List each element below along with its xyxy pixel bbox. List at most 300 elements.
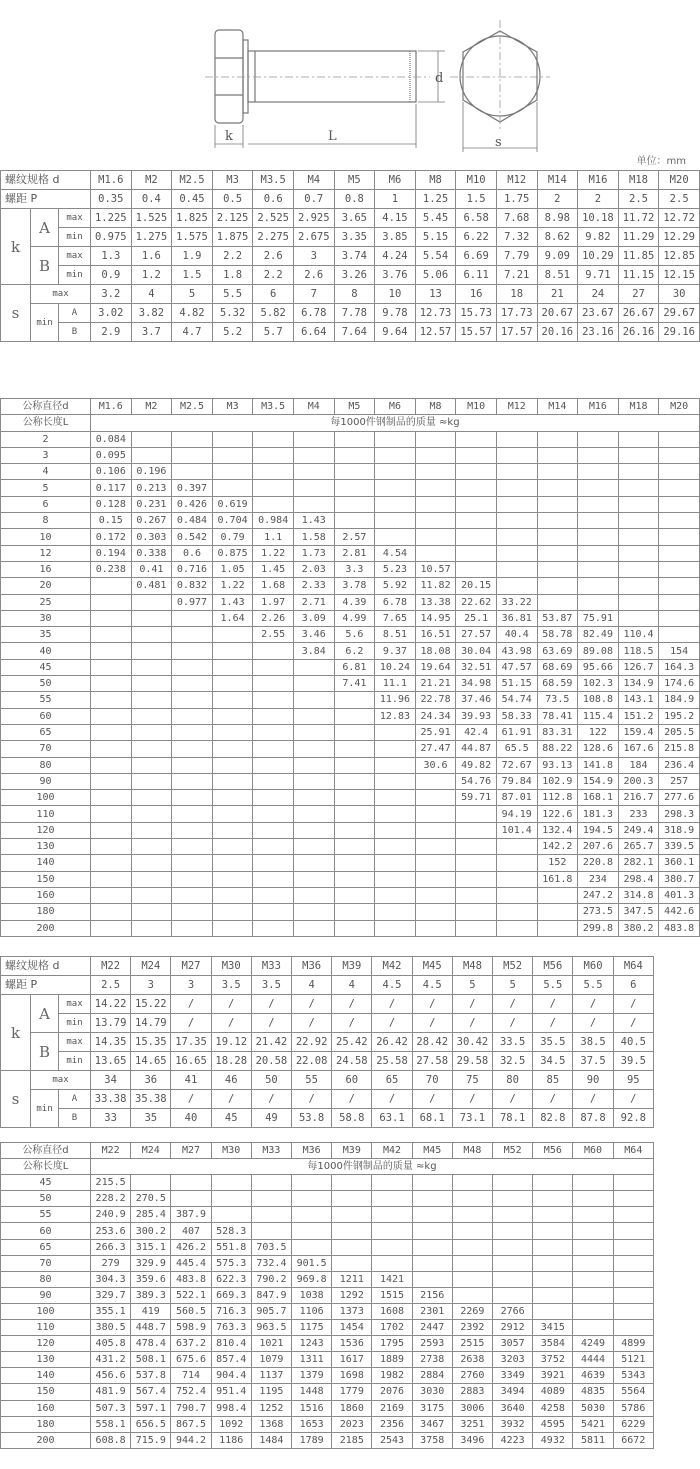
table-row bbox=[1, 643, 700, 659]
mass-cell bbox=[293, 920, 334, 936]
mass-cell: 2.33 bbox=[293, 578, 334, 594]
table-row bbox=[1, 545, 700, 561]
mass-cell bbox=[131, 594, 172, 610]
mass-cell: 1.68 bbox=[253, 578, 294, 594]
mass-cell bbox=[212, 855, 253, 871]
mass-cell: 4444 bbox=[573, 1352, 613, 1368]
mass-cell bbox=[456, 480, 497, 496]
mass-cell: 431.2 bbox=[91, 1352, 131, 1368]
mass-cell bbox=[172, 757, 213, 773]
table-cell: 40 bbox=[171, 1109, 211, 1128]
mass-cell bbox=[372, 1239, 412, 1255]
mass-cell bbox=[618, 513, 659, 529]
length-cell: 60 bbox=[1, 708, 91, 724]
nominal-diameter-label: 公称直径d bbox=[1, 1143, 91, 1159]
mass-cell: 1.64 bbox=[212, 610, 253, 626]
table-cell: 1.825 bbox=[172, 209, 213, 228]
mass-cell bbox=[172, 708, 213, 724]
mass-cell bbox=[537, 529, 578, 545]
table-cell: 1.575 bbox=[172, 228, 213, 247]
mass-cell: 0.117 bbox=[91, 480, 132, 496]
mass-cell: 3.78 bbox=[334, 578, 375, 594]
table-cell: / bbox=[251, 1090, 291, 1109]
table-cell: 19.12 bbox=[211, 1033, 251, 1052]
table-cell: 7.32 bbox=[496, 228, 537, 247]
length-cell: 70 bbox=[1, 741, 91, 757]
mass-cell bbox=[91, 904, 132, 920]
mass-cell bbox=[334, 496, 375, 512]
table-cell: M64 bbox=[613, 957, 653, 976]
table-row bbox=[1, 692, 700, 708]
mass-cell bbox=[172, 904, 213, 920]
table-cell: M2.5 bbox=[172, 171, 213, 190]
mass-cell: 380.5 bbox=[91, 1320, 131, 1336]
length-cell: 130 bbox=[1, 1352, 91, 1368]
mass-cell bbox=[172, 676, 213, 692]
max-label: max bbox=[59, 995, 91, 1014]
mass-cell bbox=[415, 920, 456, 936]
mass-cell: 58.33 bbox=[496, 708, 537, 724]
grade-b-label: B bbox=[59, 1109, 91, 1128]
table-cell: 11.29 bbox=[618, 228, 659, 247]
table-cell: 5.5 bbox=[212, 285, 253, 304]
table-cell: 3.74 bbox=[334, 247, 375, 266]
table-cell: 3.7 bbox=[131, 323, 172, 342]
length-cell: 65 bbox=[1, 1239, 91, 1255]
mass-cell: 3057 bbox=[493, 1336, 533, 1352]
mass-cell: 1795 bbox=[372, 1336, 412, 1352]
mass-cell: 2766 bbox=[493, 1303, 533, 1319]
mass-cell: 1.43 bbox=[293, 513, 334, 529]
table-cell: M39 bbox=[332, 1143, 372, 1159]
table-cell: / bbox=[412, 995, 452, 1014]
mass-cell bbox=[212, 839, 253, 855]
table-cell: M52 bbox=[493, 1143, 533, 1159]
mass-cell bbox=[578, 447, 619, 463]
mass-cell bbox=[91, 773, 132, 789]
table-row bbox=[1, 1384, 654, 1400]
mass-cell bbox=[496, 431, 537, 447]
mass-cell bbox=[496, 529, 537, 545]
mass-cell: 216.7 bbox=[618, 790, 659, 806]
mass-cell: 3030 bbox=[412, 1384, 452, 1400]
mass-cell: 360.1 bbox=[659, 855, 700, 871]
mass-cell: 22.62 bbox=[456, 594, 497, 610]
table-cell: 70 bbox=[412, 1071, 452, 1090]
mass-cell: 11.1 bbox=[375, 676, 416, 692]
mass-cell bbox=[211, 1191, 251, 1207]
mass-cell bbox=[293, 822, 334, 838]
length-cell: 140 bbox=[1, 855, 91, 871]
table-cell: 7.21 bbox=[496, 266, 537, 285]
table-cell: 15.57 bbox=[456, 323, 497, 342]
mass-cell: 30.04 bbox=[456, 643, 497, 659]
mass-cell bbox=[533, 1255, 573, 1271]
mass-cell bbox=[375, 431, 416, 447]
mass-cell: 339.5 bbox=[659, 839, 700, 855]
mass-cell bbox=[613, 1207, 653, 1223]
table-cell: 28.42 bbox=[412, 1033, 452, 1052]
mass-cell: 4899 bbox=[613, 1336, 653, 1352]
table-cell: 22.08 bbox=[292, 1052, 332, 1071]
mass-cell bbox=[578, 513, 619, 529]
min-label: min bbox=[59, 1014, 91, 1033]
mass-cell: 1186 bbox=[211, 1432, 251, 1448]
mass-cell: 1.73 bbox=[293, 545, 334, 561]
mass-cell: 355.1 bbox=[91, 1303, 131, 1319]
table-cell: 0.45 bbox=[172, 190, 213, 209]
mass-cell bbox=[613, 1320, 653, 1336]
mass-cell bbox=[412, 1207, 452, 1223]
mass-cell: 102.3 bbox=[578, 676, 619, 692]
mass-cell: 3.3 bbox=[334, 561, 375, 577]
table-cell: 24 bbox=[578, 285, 619, 304]
table-cell: 20.67 bbox=[537, 304, 578, 323]
table-cell: 73.1 bbox=[452, 1109, 492, 1128]
table-cell: 6 bbox=[613, 976, 653, 995]
mass-cell: 456.6 bbox=[91, 1368, 131, 1384]
mass-cell: 4595 bbox=[533, 1416, 573, 1432]
mass-cell bbox=[212, 627, 253, 643]
mass-cell bbox=[293, 464, 334, 480]
mass-cell: 240.9 bbox=[91, 1207, 131, 1223]
mass-cell bbox=[496, 496, 537, 512]
mass-cell: 1368 bbox=[251, 1416, 291, 1432]
mass-cell: 3006 bbox=[452, 1400, 492, 1416]
grade-b-label: B bbox=[31, 1033, 59, 1071]
length-cell: 3 bbox=[1, 447, 91, 463]
table-cell: 9.78 bbox=[375, 304, 416, 323]
mass-cell: 49.82 bbox=[456, 757, 497, 773]
mass-cell bbox=[372, 1207, 412, 1223]
mass-cell: 3584 bbox=[533, 1336, 573, 1352]
table-cell: M16 bbox=[578, 171, 619, 190]
length-cell: 16 bbox=[1, 561, 91, 577]
table-cell: 1.25 bbox=[415, 190, 456, 209]
length-cell: 120 bbox=[1, 1336, 91, 1352]
mass-cell: 39.93 bbox=[456, 708, 497, 724]
mass-cell bbox=[91, 724, 132, 740]
mass-cell bbox=[613, 1191, 653, 1207]
table-cell: 9.71 bbox=[578, 266, 619, 285]
mass-cell bbox=[578, 545, 619, 561]
table-cell: 0.8 bbox=[334, 190, 375, 209]
table-cell: 92.8 bbox=[613, 1109, 653, 1128]
table-cell: 8.98 bbox=[537, 209, 578, 228]
mass-cell: 2.71 bbox=[293, 594, 334, 610]
mass-cell: 0.172 bbox=[91, 529, 132, 545]
mass-cell: 790.2 bbox=[251, 1271, 291, 1287]
length-cell: 110 bbox=[1, 1320, 91, 1336]
mass-cell bbox=[415, 513, 456, 529]
table-cell: / bbox=[372, 995, 412, 1014]
mass-cell bbox=[131, 708, 172, 724]
mass-cell: 43.98 bbox=[496, 643, 537, 659]
mass-cell bbox=[91, 790, 132, 806]
mass-cell bbox=[533, 1175, 573, 1191]
min-label: min bbox=[31, 1090, 59, 1128]
length-cell: 45 bbox=[1, 1175, 91, 1191]
mass-cell: 2301 bbox=[412, 1303, 452, 1319]
mass-cell: 299.8 bbox=[578, 920, 619, 936]
mass-cell: 314.8 bbox=[618, 887, 659, 903]
mass-cell: 95.66 bbox=[578, 659, 619, 675]
table-cell: 7.68 bbox=[496, 209, 537, 228]
table-cell: 0.5 bbox=[212, 190, 253, 209]
mass-cell bbox=[452, 1223, 492, 1239]
mass-cell: 2.03 bbox=[293, 561, 334, 577]
mass-cell bbox=[334, 447, 375, 463]
table-cell: 18.28 bbox=[211, 1052, 251, 1071]
mass-cell: 2760 bbox=[452, 1368, 492, 1384]
mass-cell bbox=[211, 1175, 251, 1191]
length-cell: 130 bbox=[1, 839, 91, 855]
mass-cell: 1889 bbox=[372, 1352, 412, 1368]
mass-cell: 522.1 bbox=[171, 1287, 211, 1303]
mass-cell: 54.74 bbox=[496, 692, 537, 708]
length-cell: 10 bbox=[1, 529, 91, 545]
table-row bbox=[1, 1352, 654, 1368]
table-cell: 20.58 bbox=[251, 1052, 291, 1071]
table-cell: 6.69 bbox=[456, 247, 497, 266]
mass-cell: 154.9 bbox=[578, 773, 619, 789]
table-cell: 2.5 bbox=[91, 976, 131, 995]
mass-cell bbox=[332, 1175, 372, 1191]
table-cell: 3 bbox=[293, 247, 334, 266]
mass-cell bbox=[131, 724, 172, 740]
mass-cell: 4639 bbox=[573, 1368, 613, 1384]
mass-cell: 3758 bbox=[412, 1432, 452, 1448]
mass-cell: 0.704 bbox=[212, 513, 253, 529]
length-cell: 65 bbox=[1, 724, 91, 740]
table-row bbox=[1, 790, 700, 806]
table-cell: 6.11 bbox=[456, 266, 497, 285]
table-cell: 58.8 bbox=[332, 1109, 372, 1128]
mass-cell: 83.31 bbox=[537, 724, 578, 740]
mass-cell bbox=[613, 1303, 653, 1319]
length-cell: 30 bbox=[1, 610, 91, 626]
table-cell: 4.5 bbox=[372, 976, 412, 995]
mass-cell bbox=[578, 529, 619, 545]
mass-cell: 2593 bbox=[412, 1336, 452, 1352]
mass-cell: 11.82 bbox=[415, 578, 456, 594]
table-cell: M14 bbox=[537, 171, 578, 190]
mass-cell bbox=[578, 561, 619, 577]
mass-cell: 82.49 bbox=[578, 627, 619, 643]
table-cell: 6.22 bbox=[456, 228, 497, 247]
dimension-table-small bbox=[0, 170, 700, 342]
mass-cell: 93.13 bbox=[537, 757, 578, 773]
mass-cell: 0.128 bbox=[91, 496, 132, 512]
mass-cell: 703.5 bbox=[251, 1239, 291, 1255]
table-cell: / bbox=[211, 1014, 251, 1033]
mass-cell: 537.8 bbox=[131, 1368, 171, 1384]
mass-cell bbox=[334, 871, 375, 887]
mass-cell bbox=[415, 839, 456, 855]
table-row bbox=[1, 1223, 654, 1239]
mass-cell: 0.6 bbox=[172, 545, 213, 561]
mass-cell: 68.59 bbox=[537, 676, 578, 692]
length-cell: 60 bbox=[1, 1223, 91, 1239]
table-cell: 4 bbox=[292, 976, 332, 995]
table-cell: 3.76 bbox=[375, 266, 416, 285]
table-row bbox=[1, 1320, 654, 1336]
mass-cell: 0.238 bbox=[91, 561, 132, 577]
mass-cell: 174.6 bbox=[659, 676, 700, 692]
mass-cell bbox=[578, 480, 619, 496]
table-cell: / bbox=[171, 1090, 211, 1109]
mass-caption: 每1000件钢制品的质量 ≈kg bbox=[91, 415, 700, 431]
thread-spec-label: 螺纹规格 d bbox=[1, 171, 91, 190]
mass-cell: 507.3 bbox=[91, 1400, 131, 1416]
mass-cell: 5811 bbox=[573, 1432, 613, 1448]
table-cell: / bbox=[332, 1090, 372, 1109]
mass-cell: 1021 bbox=[251, 1336, 291, 1352]
mass-cell bbox=[573, 1207, 613, 1223]
mass-cell bbox=[293, 708, 334, 724]
mass-cell bbox=[412, 1223, 452, 1239]
mass-cell: 265.7 bbox=[618, 839, 659, 855]
mass-cell bbox=[613, 1255, 653, 1271]
table-cell: 27.58 bbox=[412, 1052, 452, 1071]
mass-cell: 656.5 bbox=[131, 1416, 171, 1432]
size-row bbox=[1, 171, 700, 190]
mass-cell: 51.15 bbox=[496, 676, 537, 692]
table-cell: 16.65 bbox=[171, 1052, 211, 1071]
length-cell: 120 bbox=[1, 822, 91, 838]
table-cell: 60 bbox=[332, 1071, 372, 1090]
table-cell: 7.79 bbox=[496, 247, 537, 266]
table-cell: M2 bbox=[131, 171, 172, 190]
mass-cell: 2638 bbox=[452, 1352, 492, 1368]
table-cell: 5.45 bbox=[415, 209, 456, 228]
mass-cell bbox=[91, 839, 132, 855]
mass-cell bbox=[251, 1223, 291, 1239]
mass-cell: 3752 bbox=[533, 1352, 573, 1368]
table-cell: / bbox=[452, 1014, 492, 1033]
mass-cell: 405.8 bbox=[91, 1336, 131, 1352]
mass-cell bbox=[452, 1239, 492, 1255]
table-cell: 35.5 bbox=[533, 1033, 573, 1052]
table-cell: 26.42 bbox=[372, 1033, 412, 1052]
mass-cell bbox=[456, 545, 497, 561]
mass-cell: 27.57 bbox=[456, 627, 497, 643]
table-row bbox=[1, 561, 700, 577]
mass-cell: 622.3 bbox=[211, 1271, 251, 1287]
mass-cell bbox=[131, 741, 172, 757]
mass-cell: 10.24 bbox=[375, 659, 416, 675]
mass-cell bbox=[537, 920, 578, 936]
table-cell: 85 bbox=[533, 1071, 573, 1090]
table-cell: 29.16 bbox=[659, 323, 700, 342]
mass-cell bbox=[659, 627, 700, 643]
table-cell: 6.64 bbox=[293, 323, 334, 342]
table-row bbox=[1, 676, 700, 692]
mass-cell: 253.6 bbox=[91, 1223, 131, 1239]
table-cell: 5.7 bbox=[253, 323, 294, 342]
mass-cell: 0.194 bbox=[91, 545, 132, 561]
table-cell: 37.5 bbox=[573, 1052, 613, 1071]
length-cell: 25 bbox=[1, 594, 91, 610]
table-row bbox=[1, 1239, 654, 1255]
table-cell: 2.275 bbox=[253, 228, 294, 247]
mass-cell: 1779 bbox=[332, 1384, 372, 1400]
table-cell: M2.5 bbox=[172, 399, 213, 415]
table-cell: 25.58 bbox=[372, 1052, 412, 1071]
table-cell: 8 bbox=[334, 285, 375, 304]
table-cell: 14.79 bbox=[131, 1014, 171, 1033]
table-cell: 5 bbox=[452, 976, 492, 995]
mass-cell bbox=[456, 871, 497, 887]
mass-cell: 752.4 bbox=[171, 1384, 211, 1400]
mass-cell: 0.106 bbox=[91, 464, 132, 480]
table-cell: 5.5 bbox=[573, 976, 613, 995]
mass-cell bbox=[212, 708, 253, 724]
mass-cell bbox=[334, 480, 375, 496]
table-cell: 1.75 bbox=[496, 190, 537, 209]
mass-cell bbox=[172, 822, 213, 838]
mass-cell bbox=[533, 1207, 573, 1223]
table-cell: 2.6 bbox=[253, 247, 294, 266]
mass-cell: 72.67 bbox=[496, 757, 537, 773]
mass-cell: 1079 bbox=[251, 1352, 291, 1368]
mass-cell: 0.484 bbox=[172, 513, 213, 529]
mass-cell bbox=[618, 594, 659, 610]
table-cell: M60 bbox=[573, 957, 613, 976]
mass-cell: 1982 bbox=[372, 1368, 412, 1384]
mass-cell bbox=[573, 1223, 613, 1239]
table-cell: 4 bbox=[131, 285, 172, 304]
mass-cell bbox=[375, 822, 416, 838]
length-cell: 140 bbox=[1, 1368, 91, 1384]
table-cell: 75 bbox=[452, 1071, 492, 1090]
grade-a-label: A bbox=[31, 209, 59, 247]
mass-cell: 1175 bbox=[292, 1320, 332, 1336]
mass-cell: 101.4 bbox=[496, 822, 537, 838]
mass-cell bbox=[212, 447, 253, 463]
length-cell: 100 bbox=[1, 790, 91, 806]
table-cell: 65 bbox=[372, 1071, 412, 1090]
table-cell: M18 bbox=[618, 171, 659, 190]
table-cell: 18 bbox=[496, 285, 537, 304]
mass-cell bbox=[537, 578, 578, 594]
length-cell: 70 bbox=[1, 1255, 91, 1271]
table-cell: 7 bbox=[293, 285, 334, 304]
max-label: max bbox=[31, 285, 91, 304]
mass-cell bbox=[292, 1239, 332, 1255]
mass-cell bbox=[533, 1223, 573, 1239]
mass-cell bbox=[91, 708, 132, 724]
table-cell: 14.35 bbox=[91, 1033, 131, 1052]
mass-cell: 0.984 bbox=[253, 513, 294, 529]
mass-cell: 2884 bbox=[412, 1368, 452, 1384]
table-cell: 5.82 bbox=[253, 304, 294, 323]
table-cell: M27 bbox=[171, 957, 211, 976]
table-cell: 33.5 bbox=[493, 1033, 533, 1052]
table-cell: 23.16 bbox=[578, 323, 619, 342]
mass-cell bbox=[375, 839, 416, 855]
table-cell: 25.42 bbox=[332, 1033, 372, 1052]
mass-cell bbox=[375, 513, 416, 529]
mass-cell: 78.41 bbox=[537, 708, 578, 724]
table-cell: M14 bbox=[537, 399, 578, 415]
mass-cell bbox=[172, 431, 213, 447]
table-cell: M12 bbox=[496, 171, 537, 190]
mass-cell bbox=[334, 773, 375, 789]
mass-cell bbox=[496, 561, 537, 577]
mass-cell bbox=[131, 855, 172, 871]
mass-cell: 6229 bbox=[613, 1416, 653, 1432]
